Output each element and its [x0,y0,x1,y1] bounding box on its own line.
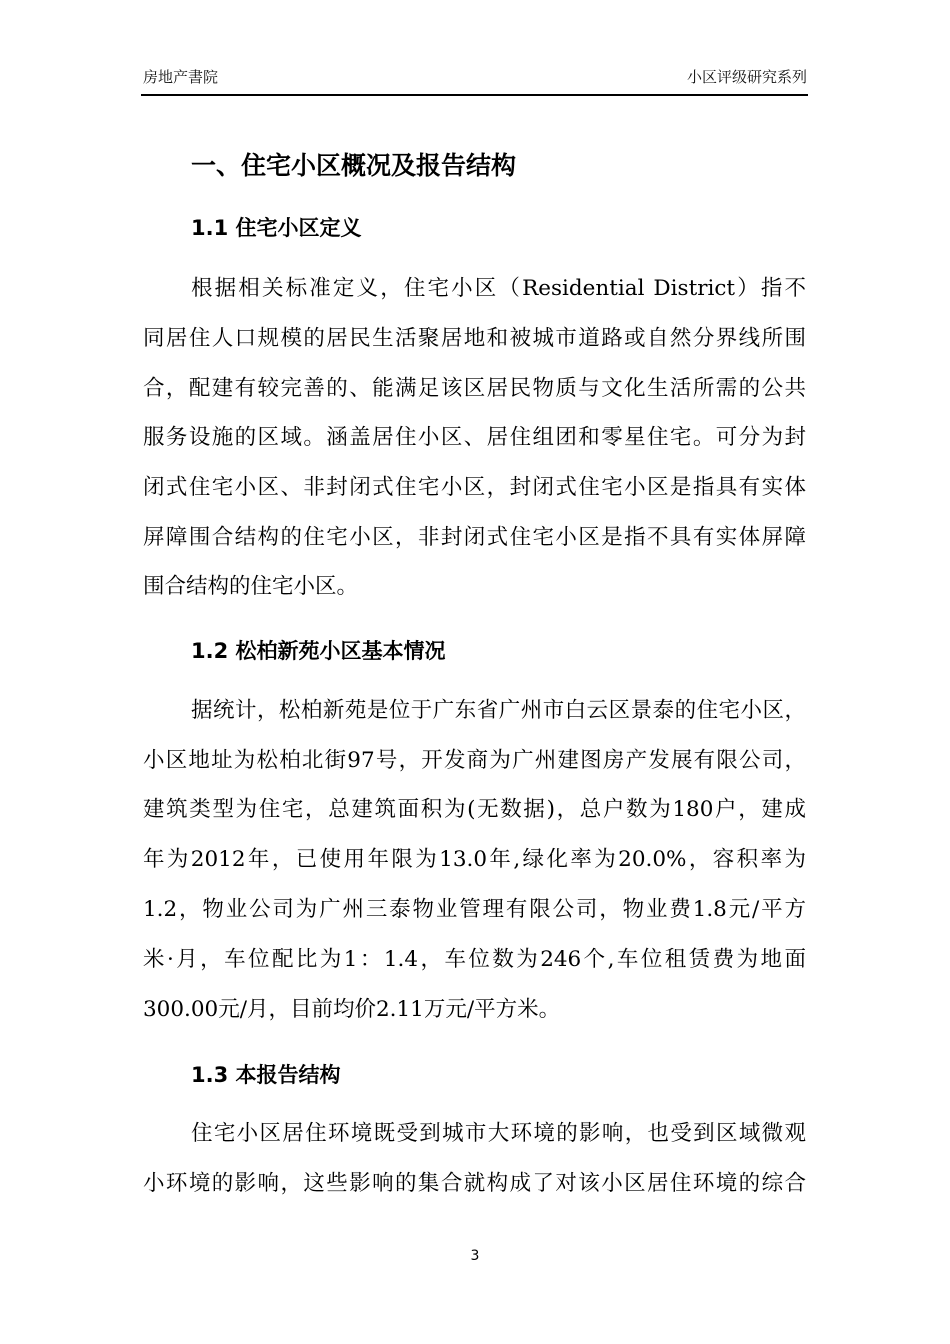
header-left: 房地产書院 [143,68,219,86]
paragraph-line: 米·月，车位配比为1：1.4，车位数为246个,车位租赁费为地面 [143,947,806,972]
header-rule [141,94,808,96]
paragraph-line: 同居住人口规模的居民生活聚居地和被城市道路或自然分界线所围 [143,326,806,351]
paragraph-line: 小区地址为松柏北街97号，开发商为广州建图房产发展有限公司， [143,748,806,773]
section-heading-1-1: 1.1 住宅小区定义 [191,216,362,240]
paragraph-line: 服务设施的区域。涵盖居住小区、居住组团和零星住宅。可分为封 [143,425,806,450]
section-heading-1-3: 1.3 本报告结构 [191,1063,341,1087]
paragraph-line: 围合结构的住宅小区。 [143,574,359,599]
section-heading-1-2: 1.2 松柏新苑小区基本情况 [191,639,446,663]
paragraph-line: 300.00元/月，目前均价2.11万元/平方米。 [143,997,561,1022]
chapter-title: 一、住宅小区概况及报告结构 [191,151,517,180]
paragraph-line: 根据相关标准定义，住宅小区（Residential District）指不 [191,276,806,301]
paragraph-line: 1.2，物业公司为广州三泰物业管理有限公司，物业费1.8元/平方 [143,897,806,922]
paragraph-line: 闭式住宅小区、非封闭式住宅小区，封闭式住宅小区是指具有实体 [143,475,806,500]
page-number: 3 [470,1248,480,1264]
header-right: 小区评级研究系列 [686,68,807,86]
paragraph-line: 小环境的影响，这些影响的集合就构成了对该小区居住环境的综合 [143,1171,806,1196]
paragraph-line: 住宅小区居住环境既受到城市大环境的影响，也受到区域微观 [191,1121,806,1146]
paragraph-line: 建筑类型为住宅，总建筑面积为(无数据)，总户数为180户，建成 [143,797,806,822]
paragraph-line: 据统计，松柏新苑是位于广东省广州市白云区景泰的住宅小区， [191,698,806,723]
paragraph-line: 合，配建有较完善的、能满足该区居民物质与文化生活所需的公共 [143,376,806,401]
paragraph-line: 屏障围合结构的住宅小区，非封闭式住宅小区是指不具有实体屏障 [143,525,806,550]
paragraph-line: 年为2012年，已使用年限为13.0年,绿化率为20.0%，容积率为 [143,847,806,872]
